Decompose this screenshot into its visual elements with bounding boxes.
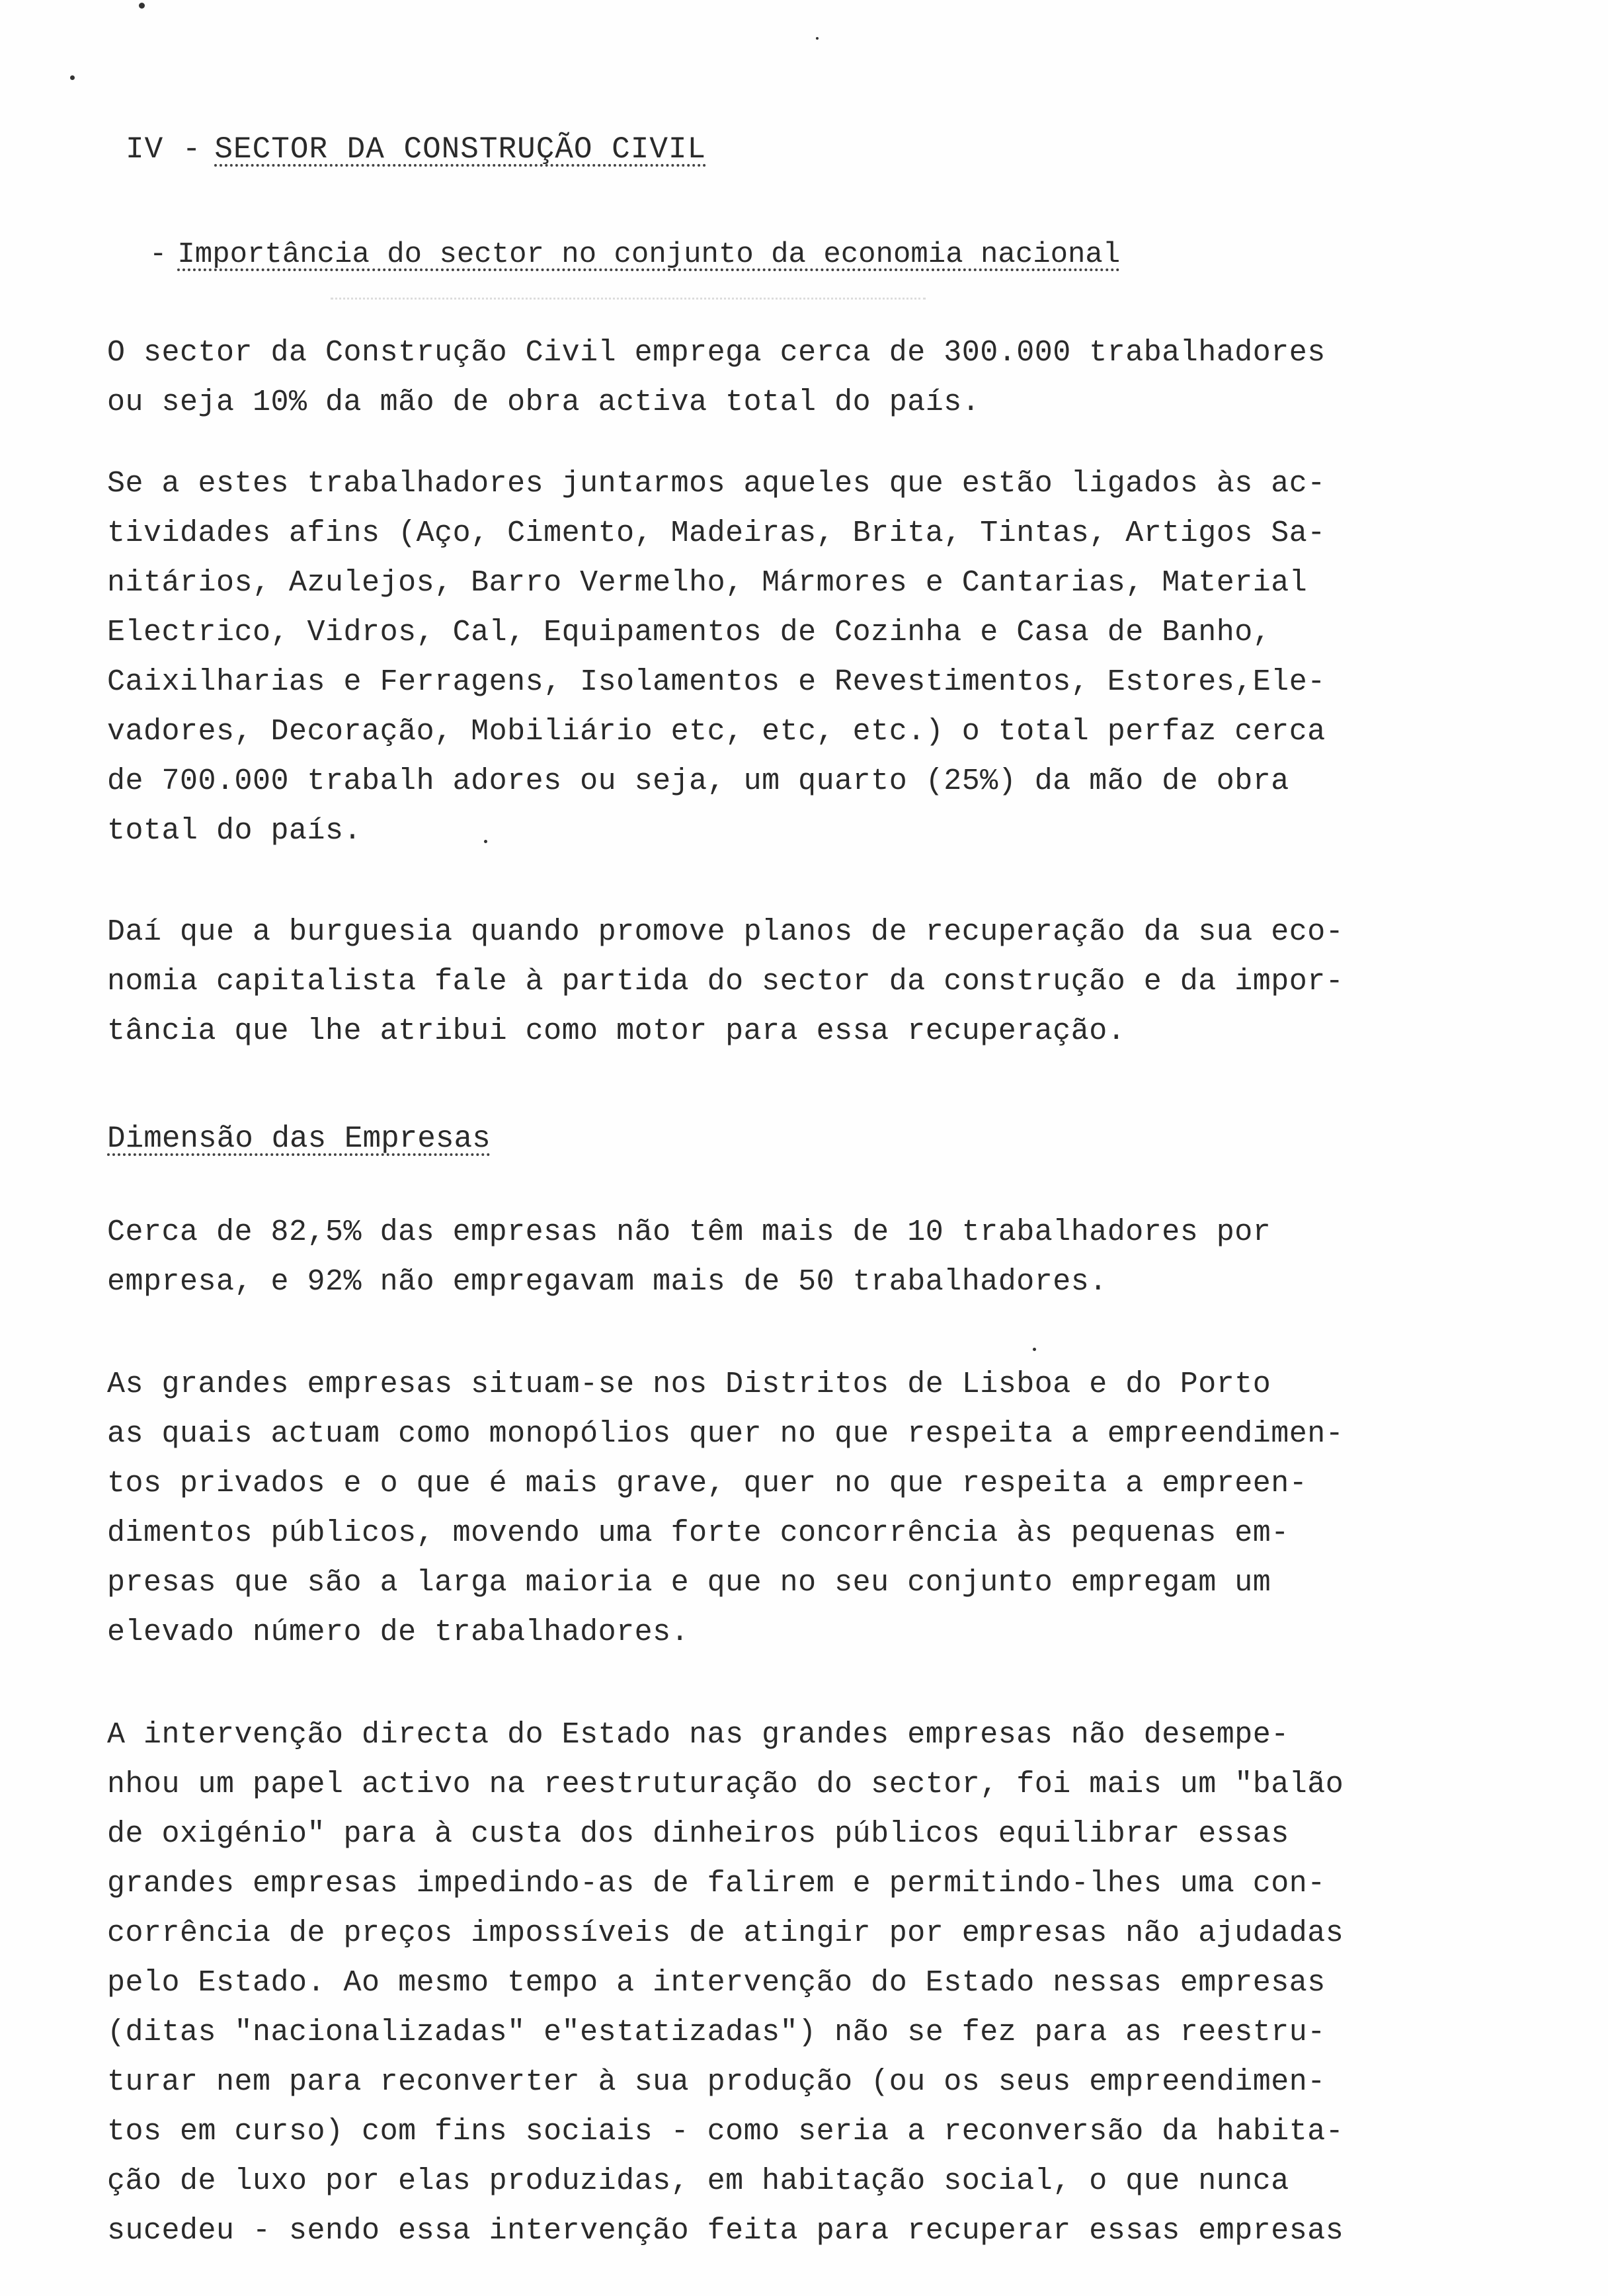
paragraph xyxy=(107,907,1509,1056)
ink-speck xyxy=(139,3,145,9)
faint-bleed-through xyxy=(331,298,926,306)
text-line: ou seja 10% da mão de obra activa total do país. xyxy=(107,386,981,419)
text-line: ção de luxo por elas produzidas, em habitação social, o que nunca xyxy=(107,2164,1289,2198)
text-line: tividades afins (Aço, Cimento, Madeiras, Brita, Tintas, Artigos Sa- xyxy=(107,516,1326,550)
text-line: (ditas "nacionalizadas" e"estatizadas") não se fez para as reestru- xyxy=(107,2016,1326,2049)
paragraph xyxy=(107,1360,1509,1657)
text-line: Caixilharias e Ferragens, Isolamentos e Revestimentos, Estores,Ele- xyxy=(107,665,1326,699)
text-line: total do país. xyxy=(107,814,362,848)
text-line: corrência de preços impossíveis de atingir por empresas não ajudadas xyxy=(107,1916,1344,1950)
text-line: As grandes empresas situam-se nos Distritos de Lisboa e do Porto xyxy=(107,1368,1271,1401)
text-line: A intervenção directa do Estado nas grandes empresas não desempe- xyxy=(107,1718,1289,1752)
text-line: Electrico, Vidros, Cal, Equipamentos de Cozinha e Casa de Banho, xyxy=(107,616,1271,649)
text-line: grandes empresas impedindo-as de falirem e permitindo-lhes uma con- xyxy=(107,1867,1326,1901)
text-line: tos em curso) com fins sociais - como seria a reconversão da habita- xyxy=(107,2115,1344,2149)
text-line: Cerca de 82,5% das empresas não têm mais de 10 trabalhadores por xyxy=(107,1215,1271,1249)
text-line: empresa, e 92% não empregavam mais de 50 trabalhadores. xyxy=(107,1265,1107,1299)
text-line: nitários, Azulejos, Barro Vermelho, Mármores e Cantarias, Material xyxy=(107,566,1308,600)
text-line: de 700.000 trabalh adores ou seja, um quarto (25%) da mão de obra xyxy=(107,764,1289,798)
chapter-heading xyxy=(126,132,706,167)
text-line: dimentos públicos, movendo uma forte concorrência às pequenas em- xyxy=(107,1516,1289,1550)
text-line: pelo Estado. Ao mesmo tempo a intervenção do Estado nessas empresas xyxy=(107,1966,1326,2000)
text-line: Daí que a burguesia quando promove planos de recuperação da sua eco- xyxy=(107,915,1344,949)
paragraph xyxy=(107,1208,1509,1307)
text-line: nhou um papel activo na reestruturação do sector, foi mais um "balão xyxy=(107,1768,1344,1801)
text-line: tância que lhe atribui como motor para essa recuperação. xyxy=(107,1014,1126,1048)
ink-speck xyxy=(816,37,819,40)
subheading-text: Importância do sector no conjunto da economia nacional xyxy=(177,238,1121,271)
ink-speck xyxy=(70,75,75,80)
text-line: turar nem para reconverter à sua produção (ou os seus empreendimen- xyxy=(107,2065,1326,2099)
text-line: nomia capitalista fale à partida do sector da construção e da impor- xyxy=(107,965,1344,999)
subheading-dash: - xyxy=(149,238,167,271)
paragraph xyxy=(107,459,1509,856)
text-line: elevado número de trabalhadores. xyxy=(107,1616,690,1649)
ink-speck xyxy=(1033,1348,1036,1351)
paragraph xyxy=(107,328,1509,427)
text-line: as quais actuam como monopólios quer no que respeita a empreendimen- xyxy=(107,1417,1344,1451)
section-title: Dimensão das Empresas xyxy=(107,1122,491,1156)
text-line: Se a estes trabalhadores juntarmos aqueles que estão ligados às ac- xyxy=(107,467,1326,501)
text-line: vadores, Decoração, Mobiliário etc, etc, etc.) o total perfaz cerca xyxy=(107,715,1326,749)
chapter-title: SECTOR DA CONSTRUÇÃO CIVIL xyxy=(214,132,707,167)
text-line: de oxigénio" para à custa dos dinheiros públicos equilibrar essas xyxy=(107,1817,1289,1851)
chapter-number: IV - xyxy=(126,132,202,167)
subheading xyxy=(149,238,1120,271)
text-line: sucedeu - sendo essa intervenção feita para recuperar essas empresas xyxy=(107,2214,1344,2248)
text-line: O sector da Construção Civil emprega cerca de 300.000 trabalhadores xyxy=(107,336,1326,370)
text-line: presas que são a larga maioria e que no seu conjunto empregam um xyxy=(107,1566,1271,1600)
paragraph xyxy=(107,1710,1509,2256)
text-line: tos privados e o que é mais grave, quer no que respeita a empreen- xyxy=(107,1467,1308,1500)
